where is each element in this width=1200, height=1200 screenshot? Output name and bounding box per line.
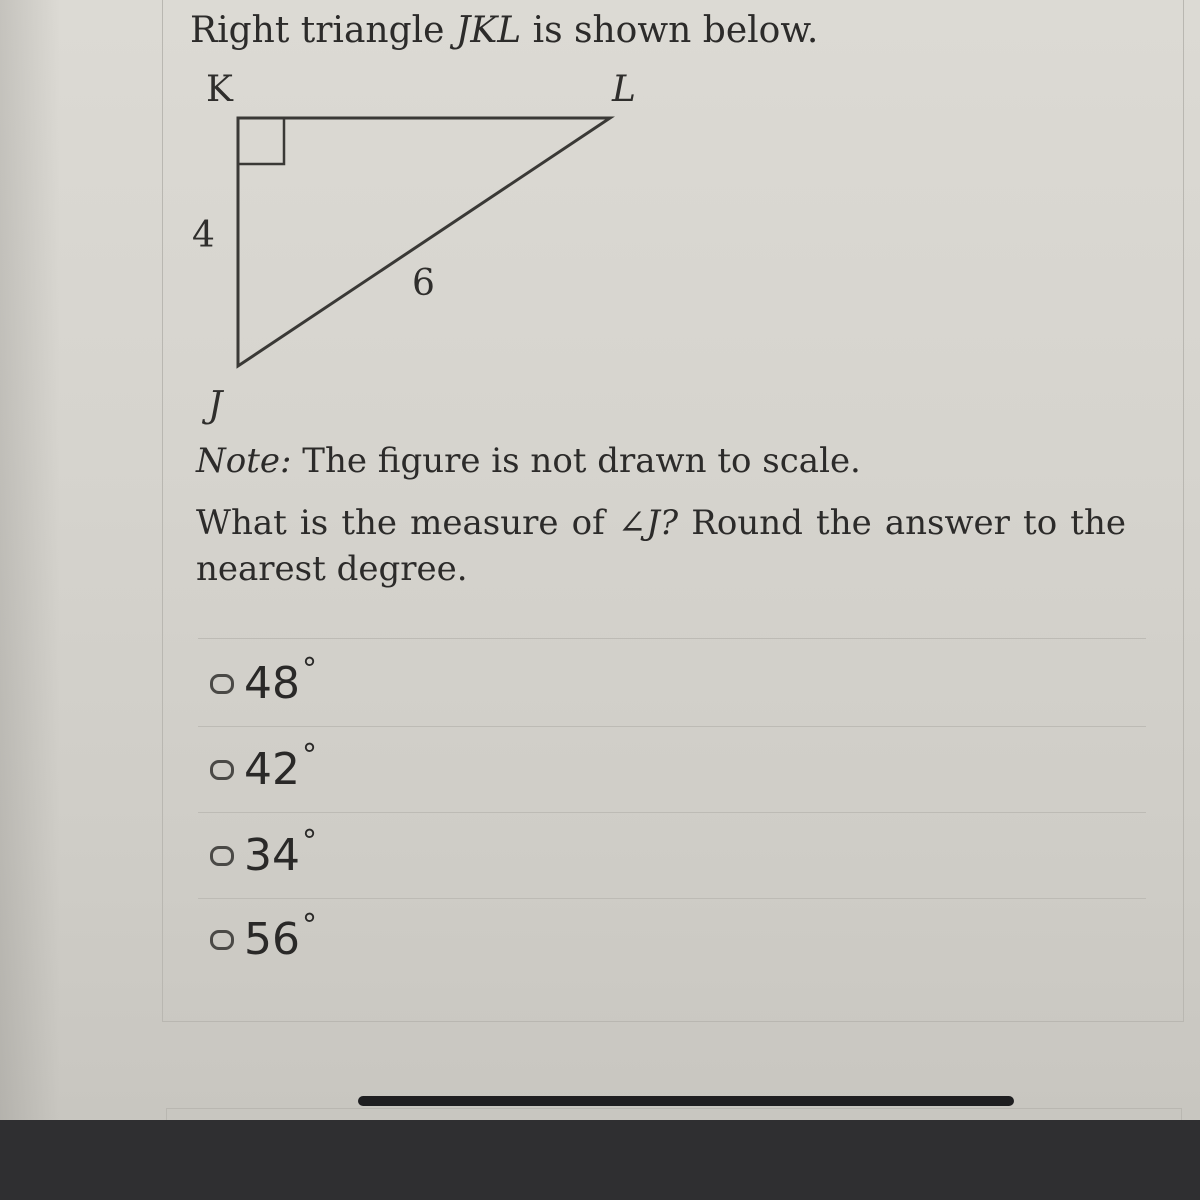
triangle-name: JKL [455, 10, 522, 51]
heading-suffix: is shown below. [521, 10, 819, 51]
checkbox[interactable] [210, 846, 234, 866]
bottom-bar [0, 1120, 1200, 1200]
option-value: 34 [244, 830, 300, 881]
triangle-jkl [238, 118, 610, 366]
options-divider [198, 638, 1146, 639]
option-value: 42 [244, 744, 300, 795]
degree-symbol: ° [302, 824, 317, 859]
checkbox[interactable] [210, 930, 234, 950]
triangle-diagram [180, 60, 660, 430]
degree-symbol: ° [302, 908, 317, 943]
side-jl-length-label: 6 [412, 263, 435, 304]
question-prefix: What is the measure of [196, 503, 618, 543]
answer-option[interactable] [210, 740, 317, 800]
vertex-l-label: L [612, 69, 636, 110]
question-text [196, 500, 1126, 592]
question-heading [190, 8, 818, 54]
vertex-k-label: K [206, 69, 233, 110]
vertex-j-label: J [208, 385, 223, 426]
question-suffix: Round the answer to the nearest degree. [196, 503, 1126, 589]
options-divider [198, 726, 1146, 727]
horizontal-scrollbar[interactable] [358, 1096, 1014, 1106]
heading-prefix: Right triangle [190, 10, 456, 51]
triangle-figure [180, 60, 660, 430]
side-kj-length-label: 4 [192, 215, 215, 256]
checkbox[interactable] [210, 760, 234, 780]
right-angle-marker [238, 118, 284, 164]
answer-option[interactable] [210, 910, 317, 970]
options-divider [198, 812, 1146, 813]
answer-option[interactable] [210, 654, 317, 714]
edge-shadow [0, 0, 60, 1120]
degree-symbol: ° [302, 738, 317, 773]
option-value: 48 [244, 658, 300, 709]
note-text: The figure is not drawn to scale. [291, 441, 861, 481]
scale-note [196, 438, 861, 484]
checkbox[interactable] [210, 674, 234, 694]
degree-symbol: ° [302, 652, 317, 687]
options-divider [198, 898, 1146, 899]
note-label: Note: [196, 441, 292, 481]
option-value: 56 [244, 914, 300, 965]
answer-option[interactable] [210, 826, 317, 886]
question-angle: ∠J? [617, 503, 679, 543]
